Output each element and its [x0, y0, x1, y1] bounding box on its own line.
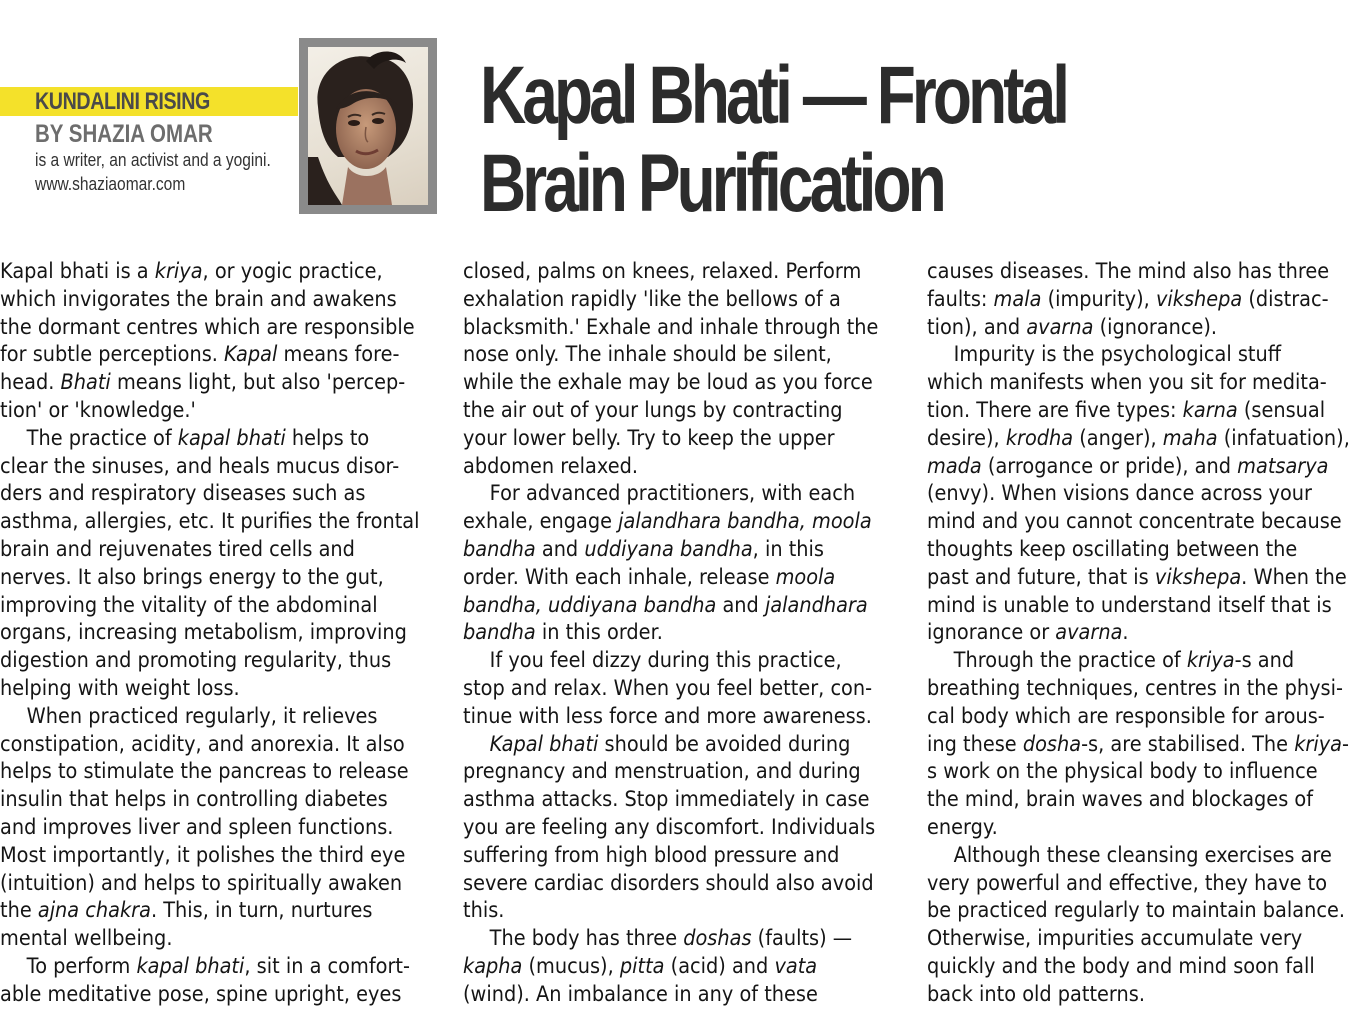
- text-line: To perform kapal bhati, sit in a comfort-: [26, 953, 410, 978]
- text-line: you are feeling any discomfort. Individuals: [463, 814, 876, 839]
- text-line: mind and you cannot concentrate because: [927, 509, 1342, 534]
- text-line: exhalation rapidly 'like the bellows of a: [463, 286, 841, 311]
- text-line: (wind). An imbalance in any of these: [463, 981, 818, 1006]
- text-line: closed, palms on knees, relaxed. Perform: [463, 259, 862, 283]
- text-line: mada (arrogance or pride), and matsarya: [927, 453, 1329, 478]
- text-line: asthma, allergies, etc. It purifies the frontal: [0, 509, 420, 534]
- text-line: helping with weight loss.: [0, 675, 240, 700]
- text-line: this.: [463, 898, 505, 923]
- headline-line: Kapal Bhati — Frontal: [480, 50, 1067, 141]
- text-line: nerves. It also brings energy to the gut,: [0, 564, 384, 589]
- author-bio: [35, 148, 271, 196]
- text-line: which invigorates the brain and awakens: [0, 286, 397, 311]
- text-line: digestion and promoting regularity, thus: [0, 648, 392, 673]
- text-line: the ajna chakra. This, in turn, nurtures: [0, 898, 373, 923]
- text-line: insulin that helps in controlling diabetes: [0, 787, 388, 812]
- text-line: the mind, brain waves and blockages of: [927, 787, 1314, 812]
- text-line: Although these cleansing exercises are: [953, 842, 1332, 867]
- text-line: asthma attacks. Stop immediately in case: [463, 787, 870, 812]
- text-line: be practiced regularly to maintain balance.: [927, 898, 1346, 923]
- text-line: pregnancy and menstruation, and during: [463, 759, 861, 784]
- text-line: tinue with less force and more awareness.: [463, 703, 872, 728]
- text-line: Most importantly, it polishes the third eye: [0, 842, 406, 867]
- text-line: breathing techniques, centres in the physi-: [927, 675, 1343, 700]
- text-line: ing these dosha-s, are stabilised. The kriya-: [927, 731, 1349, 756]
- text-line: while the exhale may be loud as you force: [463, 370, 873, 395]
- text-line: causes diseases. The mind also has three: [927, 259, 1330, 283]
- text-line: mental wellbeing.: [0, 926, 173, 951]
- text-line: bandha and uddiyana bandha, in this: [463, 536, 824, 561]
- text-line: s work on the physical body to influence: [927, 759, 1318, 784]
- text-line: tion' or 'knowledge.': [0, 397, 196, 422]
- text-line: for subtle perceptions. Kapal means fore-: [0, 342, 400, 367]
- text-line: helps to stimulate the pancreas to release: [0, 759, 409, 784]
- text-line: bandha in this order.: [463, 620, 663, 645]
- text-line: kapha (mucus), pitta (acid) and vata: [463, 953, 818, 978]
- text-line: Kapal bhati should be avoided during: [489, 731, 851, 756]
- text-line: ders and respiratory diseases such as: [0, 481, 366, 506]
- text-line: your lower belly. Try to keep the upper: [463, 425, 835, 450]
- text-line: energy.: [927, 814, 998, 839]
- text-line: The body has three doshas (faults) —: [489, 926, 853, 951]
- text-line: mind is unable to understand itself that is: [927, 592, 1332, 617]
- text-line: order. With each inhale, release moola: [463, 564, 836, 589]
- text-line: abdomen relaxed.: [463, 453, 639, 478]
- text-line: Otherwise, impurities accumulate very: [927, 926, 1303, 951]
- portrait-illustration: [308, 47, 428, 205]
- text-line: Kapal bhati is a kriya, or yogic practice,: [0, 259, 383, 283]
- text-line: When practiced regularly, it relieves: [26, 703, 378, 728]
- text-line: able meditative pose, spine upright, eyes: [0, 981, 402, 1006]
- text-line: For advanced practitioners, with each: [489, 481, 856, 506]
- text-line: organs, increasing metabolism, improving: [0, 620, 407, 645]
- text-line: suffering from high blood pressure and: [463, 842, 840, 867]
- text-line: thoughts keep oscillating between the: [927, 536, 1298, 561]
- text-line: nose only. The inhale should be silent,: [463, 342, 832, 367]
- author-name: BY SHAZIA OMAR: [35, 120, 213, 148]
- text-line: desire), krodha (anger), maha (infatuation),: [927, 425, 1350, 450]
- text-line: the air out of your lungs by contracting: [463, 397, 843, 422]
- text-line: the dormant centres which are responsible: [0, 314, 415, 339]
- text-line: stop and relax. When you feel better, con-: [463, 675, 873, 700]
- text-line: back into old patterns.: [927, 981, 1145, 1006]
- text-line: improving the vitality of the abdominal: [0, 592, 378, 617]
- text-line: If you feel dizzy during this practice,: [489, 648, 842, 673]
- text-line: ignorance or avarna.: [927, 620, 1129, 645]
- text-line: past and future, that is vikshepa. When the: [927, 564, 1347, 589]
- text-line: The practice of kapal bhati helps to: [26, 425, 370, 450]
- text-line: exhale, engage jalandhara bandha, moola: [463, 509, 872, 534]
- text-line: very powerful and effective, they have to: [927, 870, 1328, 895]
- text-line: brain and rejuvenates tired cells and: [0, 536, 355, 561]
- article-column-1: [0, 258, 456, 1009]
- text-line: faults: mala (impurity), vikshepa (distrac-: [927, 286, 1329, 311]
- bio-line: is a writer, an activist and a yogini.: [35, 149, 271, 170]
- text-line: (intuition) and helps to spiritually awaken: [0, 870, 403, 895]
- text-line: (envy). When visions dance across your: [927, 481, 1313, 506]
- text-line: clear the sinuses, and heals mucus disor-: [0, 453, 400, 478]
- headline: [480, 52, 1066, 228]
- text-line: severe cardiac disorders should also avoid: [463, 870, 874, 895]
- text-line: cal body which are responsible for arous-: [927, 703, 1325, 728]
- text-line: head. Bhati means light, but also 'percep-: [0, 370, 406, 395]
- text-line: tion. There are five types: karna (sensual: [927, 397, 1326, 422]
- article-column-2: [463, 258, 915, 1009]
- text-line: constipation, acidity, and anorexia. It also: [0, 731, 405, 756]
- article-column-3: [927, 258, 1359, 1009]
- text-line: bandha, uddiyana bandha and jalandhara: [463, 592, 868, 617]
- text-line: blacksmith.' Exhale and inhale through the: [463, 314, 879, 339]
- text-line: quickly and the body and mind soon fall: [927, 953, 1315, 978]
- text-line: and improves liver and spleen functions.: [0, 814, 394, 839]
- website-link[interactable]: www.shaziaomar.com: [35, 173, 186, 194]
- text-line: which manifests when you sit for medita-: [927, 370, 1327, 395]
- text-line: tion), and avarna (ignorance).: [927, 314, 1218, 339]
- text-line: Through the practice of kriya-s and: [953, 648, 1295, 673]
- author-photo-frame: [299, 38, 437, 214]
- headline-line: Brain Purification: [480, 138, 943, 229]
- column-name: KUNDALINI RISING: [35, 88, 210, 115]
- author-portrait: [308, 47, 428, 205]
- text-line: Impurity is the psychological stuff: [953, 342, 1282, 367]
